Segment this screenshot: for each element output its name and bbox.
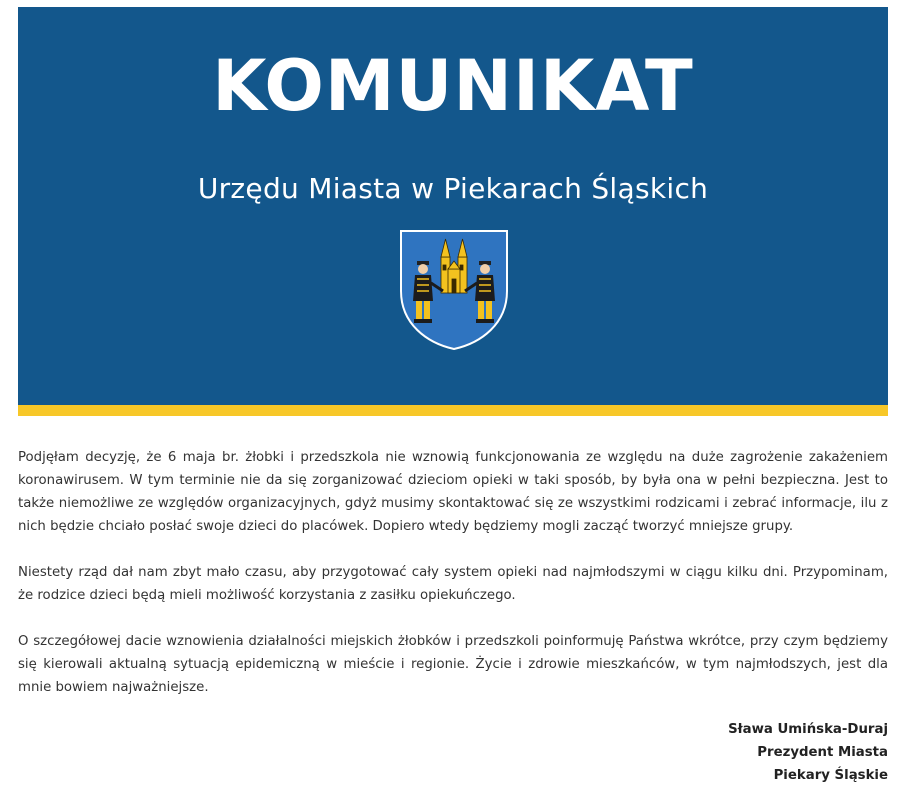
banner-title: KOMUNIKAT — [212, 45, 694, 127]
announcement-banner — [18, 7, 888, 405]
paragraph-2: Niestety rząd dał nam zbyt mało czasu, aby przygotować cały system opieki nad najmłodszymi w ciągu kilku dni. Przypominam, że rodzice dzieci będą mieli możliwość korzystania z zasiłku opiekuńczego. — [18, 565, 888, 603]
signature-city: Piekary Śląskie — [773, 768, 888, 783]
signature-role: Prezydent Miasta — [757, 745, 888, 760]
signature-block — [18, 718, 888, 787]
announcement-text — [18, 446, 888, 722]
paragraph-1: Podjęłam decyzję, że 6 maja br. żłobki i przedszkola nie wznowią funkcjonowania ze względu na duże zagrożenie zakażeniem koronawirusem. W tym terminie nie da się zorganizować dzieciom opieki w taki sposób, by była ona w pełni bezpieczna. Jest to także niemożliwe ze względów organizacyjnych, gdyż musimy skontaktować się ze wszystkimi rodzicami i zebrać informacje, ilu z nich będzie chciało posłać swoje dzieci do placówek. Dopiero wtedy będziemy mogli zacząć tworzyć mniejsze grupy. — [18, 450, 888, 534]
signature-name: Sława Umińska-Duraj — [728, 722, 888, 737]
piekary-coat-of-arms-icon — [399, 229, 509, 351]
paragraph-3: O szczegółowej dacie wznowienia działalności miejskich żłobków i przedszkoli poinformuję Państwa wkrótce, przy czym będziemy się kierowali aktualną sytuacją epidemiczną w mieście i regionie. Życie i zdrowie mieszkańców, w tym najmłodszych, jest dla mnie bowiem najważniejsze. — [18, 634, 888, 695]
banner-yellow-stripe — [18, 405, 888, 416]
banner-subtitle: Urzędu Miasta w Piekarach Śląskich — [197, 172, 709, 205]
